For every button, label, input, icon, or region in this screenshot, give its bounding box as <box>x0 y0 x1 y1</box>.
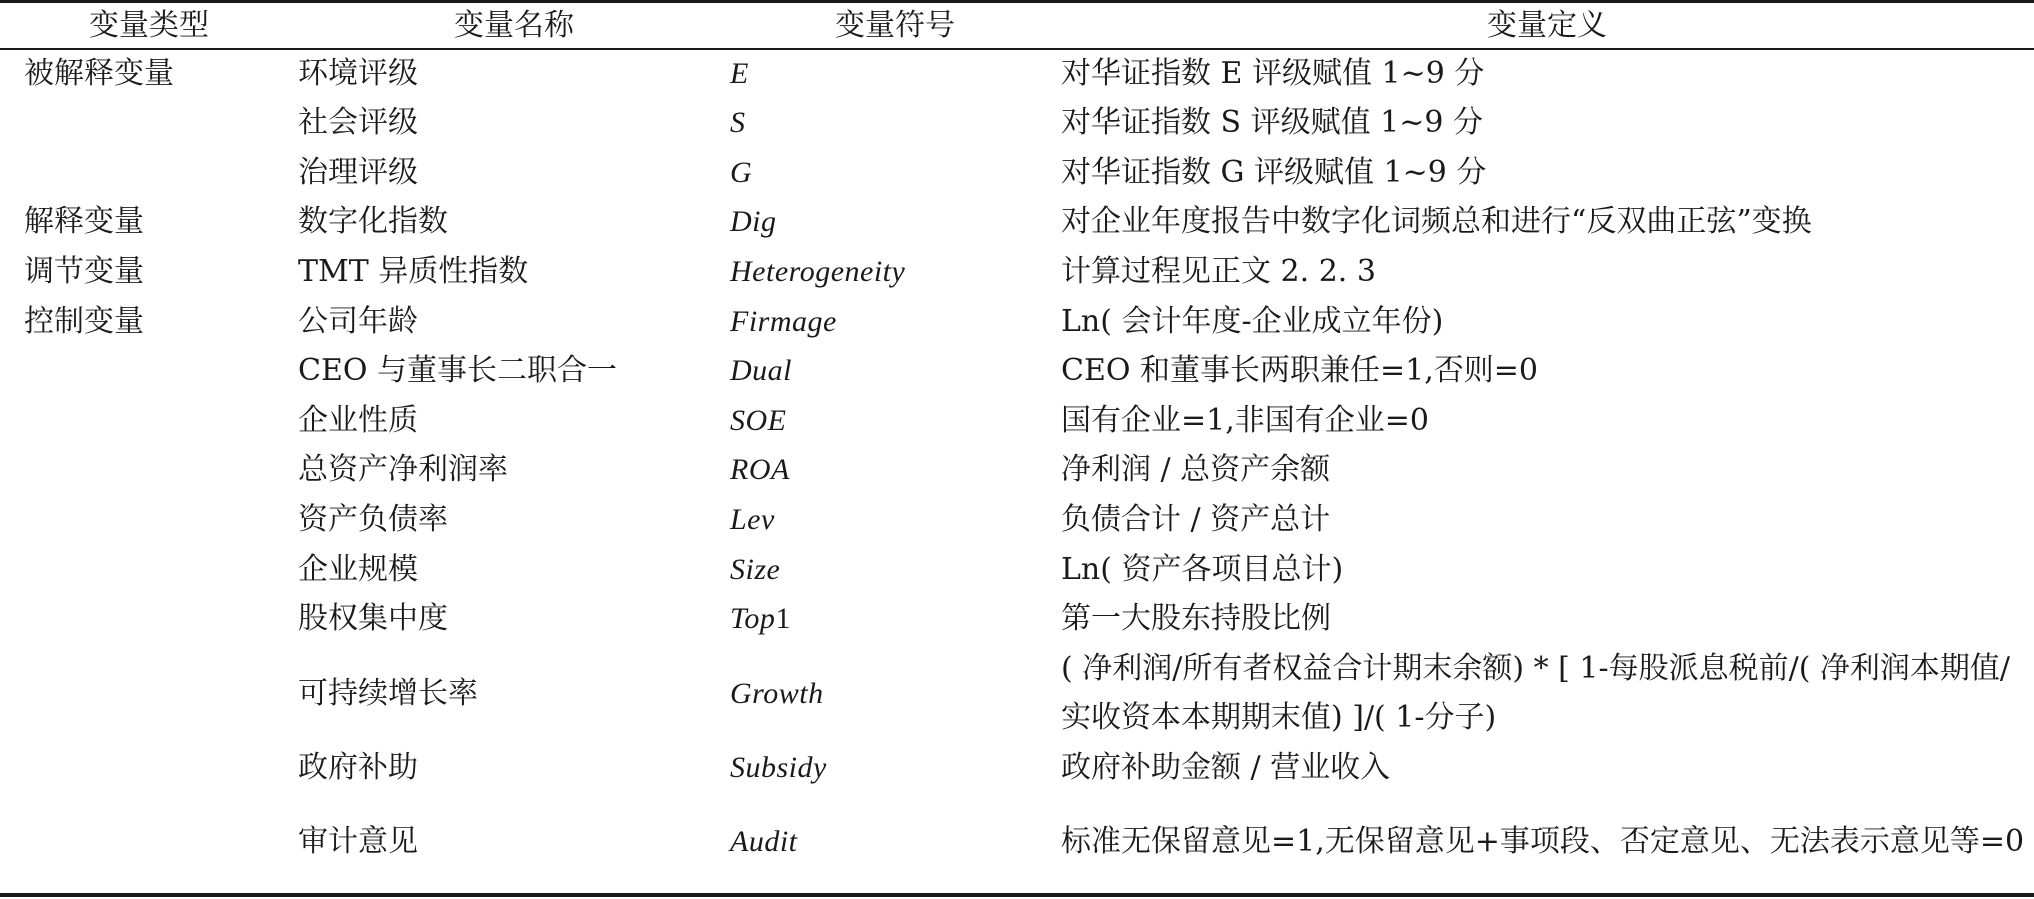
symbol-suffix: 1 <box>775 602 791 636</box>
cell-type: 解释变量 <box>24 204 144 240</box>
table-row <box>0 544 2034 594</box>
cell-name: 数字化指数 <box>298 204 448 240</box>
cell-type <box>0 445 298 495</box>
table-row <box>0 148 2034 198</box>
cell-name: 可持续增长率 <box>298 675 478 711</box>
symbol-prefix: Top <box>730 602 776 636</box>
cell-type: 调节变量 <box>24 254 144 290</box>
cell-type <box>0 594 298 644</box>
cell-type <box>0 544 298 594</box>
cell-symbol: Firmage <box>730 304 837 338</box>
cell-definition: 第一大股东持股比例 <box>1061 601 1331 637</box>
cell-definition: 对华证指数 G 评级赋值 1~9 分 <box>1061 154 1487 190</box>
variables-table <box>0 3 2034 891</box>
header-row <box>0 3 2034 48</box>
cell-symbol: Growth <box>730 676 824 710</box>
cell-type <box>0 792 298 891</box>
cell-name: 总资产净利润率 <box>298 452 508 488</box>
cell-name: 治理评级 <box>298 154 418 190</box>
cell-type <box>0 98 298 148</box>
cell-definition: CEO 和董事长两职兼任=1,否则=0 <box>1061 353 1538 389</box>
cell-name: 社会评级 <box>298 105 418 141</box>
cell-definition: 标准无保留意见=1,无保留意见+事项段、否定意见、无法表示意见等=0 <box>1061 824 2025 860</box>
cell-definition: 对华证指数 S 评级赋值 1~9 分 <box>1061 105 1484 141</box>
header-name: 变量名称 <box>454 8 574 43</box>
table-bottom-rule <box>0 893 2034 897</box>
cell-symbol: S <box>730 106 746 140</box>
cell-definition: 负债合计 / 资产总计 <box>1061 502 1331 538</box>
cell-symbol: Dual <box>730 354 792 388</box>
cell-definition: 对企业年度报告中数字化词频总和进行“反双曲正弦”变换 <box>1061 204 1812 240</box>
cell-type <box>0 396 298 446</box>
cell-symbol: Lev <box>730 503 775 537</box>
cell-name: 企业规模 <box>298 551 418 587</box>
cell-name: 环境评级 <box>298 55 418 91</box>
cell-definition: 计算过程见正文 2. 2. 3 <box>1061 254 1376 290</box>
table-row <box>0 247 2034 297</box>
cell-name: 政府补助 <box>298 749 418 785</box>
cell-type <box>0 495 298 545</box>
cell-symbol: G <box>730 155 753 189</box>
cell-symbol: SOE <box>730 403 787 437</box>
header-definition: 变量定义 <box>1487 8 1607 43</box>
cell-symbol: Size <box>730 552 781 586</box>
header-symbol: 变量符号 <box>835 8 955 43</box>
header-type: 变量类型 <box>89 8 209 43</box>
table-row <box>0 495 2034 545</box>
table-row <box>0 346 2034 396</box>
cell-symbol <box>730 594 1060 644</box>
table-row <box>0 197 2034 247</box>
cell-name: 股权集中度 <box>298 601 448 637</box>
cell-symbol: E <box>730 56 749 90</box>
cell-definition: 国有企业=1,非国有企业=0 <box>1061 402 1429 438</box>
cell-definition: ( 净利润/所有者权益合计期末余额) * [ 1-每股派息税前/( 净利润本期值/实收资本本期期末值) ]/( 1-分子) <box>1061 651 2011 736</box>
table-row <box>0 594 2034 644</box>
cell-definition: 政府补助金额 / 营业收入 <box>1061 749 1391 785</box>
cell-symbol: Heterogeneity <box>730 255 906 289</box>
cell-symbol: ROA <box>730 453 790 487</box>
cell-definition: 对华证指数 E 评级赋值 1~9 分 <box>1061 55 1485 91</box>
cell-type: 被解释变量 <box>24 55 174 91</box>
cell-symbol: Audit <box>730 825 798 859</box>
table-row <box>0 445 2034 495</box>
table-row <box>0 296 2034 346</box>
cell-name: 审计意见 <box>298 824 418 860</box>
cell-type <box>0 148 298 198</box>
cell-name: 资产负债率 <box>298 502 448 538</box>
table-row <box>0 792 2034 891</box>
table-row <box>0 396 2034 446</box>
cell-type <box>0 346 298 396</box>
cell-name: TMT 异质性指数 <box>298 254 529 290</box>
cell-definition: 净利润 / 总资产余额 <box>1061 452 1331 488</box>
cell-symbol: Dig <box>730 205 777 239</box>
cell-definition: Ln( 资产各项目总计) <box>1061 551 1344 587</box>
cell-type <box>0 644 298 743</box>
table-row <box>0 98 2034 148</box>
table-row <box>0 48 2034 98</box>
cell-name: 企业性质 <box>298 402 418 438</box>
cell-type <box>0 743 298 793</box>
table-row <box>0 644 2034 743</box>
cell-name: 公司年龄 <box>298 303 418 339</box>
table-row <box>0 743 2034 793</box>
cell-type: 控制变量 <box>24 303 144 339</box>
cell-definition: Ln( 会计年度-企业成立年份) <box>1061 303 1444 339</box>
cell-name: CEO 与董事长二职合一 <box>298 353 617 389</box>
cell-symbol: Subsidy <box>730 750 827 784</box>
